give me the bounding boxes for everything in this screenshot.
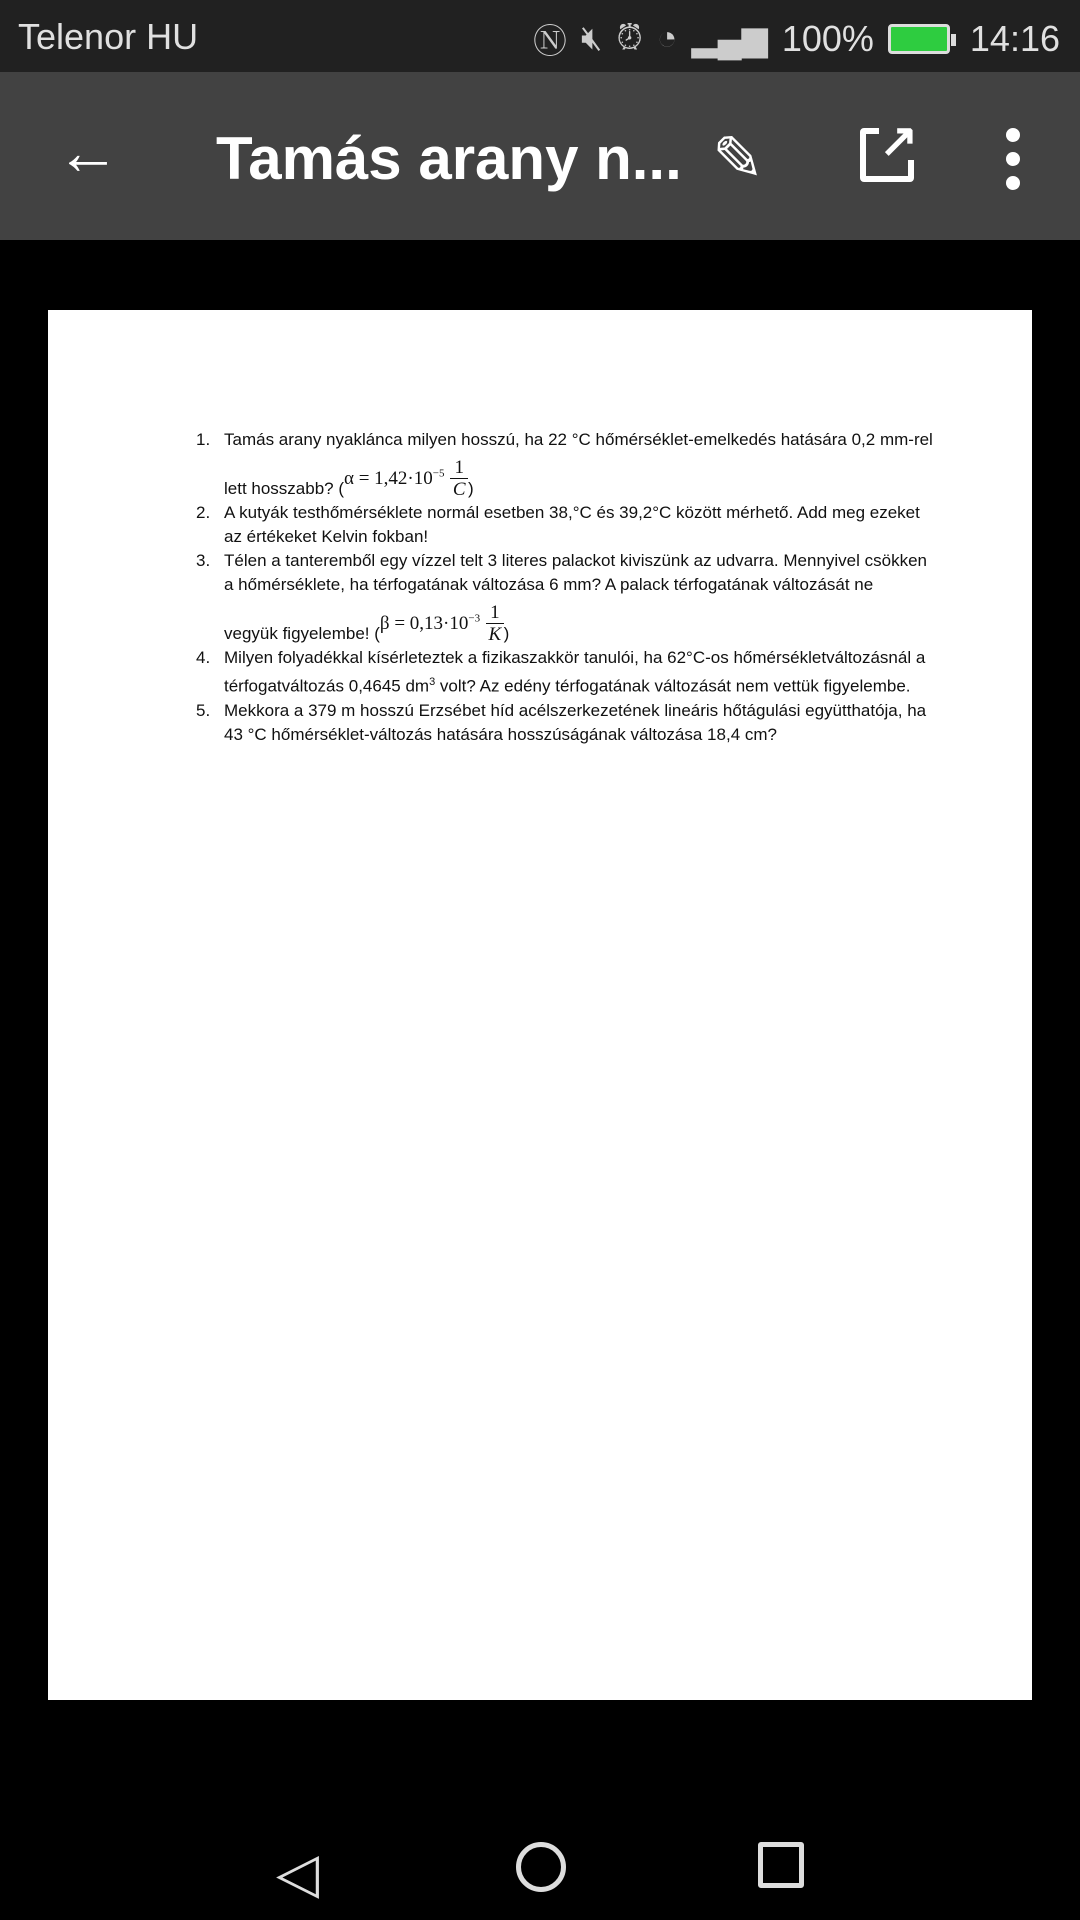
list-item: 1. Tamás arany nyaklánca milyen hosszú, ha 22 °C hőmérséklet-emelkedés hatására 0,2 mm-rel lett hosszabb? ($\alpha = 1,42\cdot 10^{-5}$ $\frac{1}{C}$ ) [196,430,933,500]
signal-icon: ▂▄▆ [691,19,768,58]
list-item: 2. A kutyák testhőmérséklete normál esetben 38,°C és 39,2°C között mérhető. Add meg ezeket az értékeket Kelvin fokban! [196,503,920,546]
list-item: 5. Mekkora a 379 m hosszú Erzsébet híd acélszerkezetének lineáris hőtágulási együtthatója, ha 43 °C hőmérséklet-változás hatására hosszúságának változása 18,4 cm? [196,700,927,744]
status-bar [0,0,1080,72]
carrier-name: Telenor HU [18,16,199,57]
nfc-icon: Ⓝ [532,23,567,61]
mute-icon: 🔇︎ [580,19,603,57]
app-bar [0,72,1080,240]
question-list [196,428,956,747]
wifi-icon: ◔ [656,19,678,57]
page-title: Tamás arany n... [216,125,682,192]
alarm-icon: ⏰︎ [616,19,643,57]
square-recents-icon[interactable] [758,1842,804,1888]
battery-icon [888,24,950,54]
circle-home-icon[interactable] [516,1842,566,1892]
list-item: 4. Milyen folyadékkal kísérleteztek a fizikaszakkör tanulói, ha 62°C-os hőmérsékletváltozásnál a térfogatváltozás 0,4645 $dm^3$ volt? Az edény térfogatának változását nem vettük figyelembe. [196,648,926,696]
pencil-icon[interactable]: ✎ [712,125,764,194]
battery-percent: 100% [781,17,874,59]
formula-alpha: $\alpha = 1,42\cdot 10^{-5}$ $\frac{1}{C}$ [344,458,468,501]
arrow-left-icon[interactable]: ← [56,116,120,188]
document-page [48,310,1032,1700]
formula-beta: $\beta = 0,13\cdot 10^{-3}$ $\frac{1}{K}$ [380,603,504,646]
clock: 14:16 [969,17,1060,59]
navigation-bar [0,1780,1080,1920]
triangle-back-icon[interactable]: ◁ [276,1841,320,1904]
open-external-icon[interactable]: ↗ [860,128,914,182]
list-item: 3. Télen a tanteremből egy vízzel telt 3 literes palackot kiviszünk az udvarra. Mennyivel csökken a hőmérséklete, ha térfogatának változása 6 mm? A palack térfogatának változását ne vegyük figyelembe! ($\beta = 0,13\cdot 10^{-3}$ $\frac{1}{K}$ ) [196,551,927,645]
more-vert-icon[interactable] [1006,128,1020,190]
